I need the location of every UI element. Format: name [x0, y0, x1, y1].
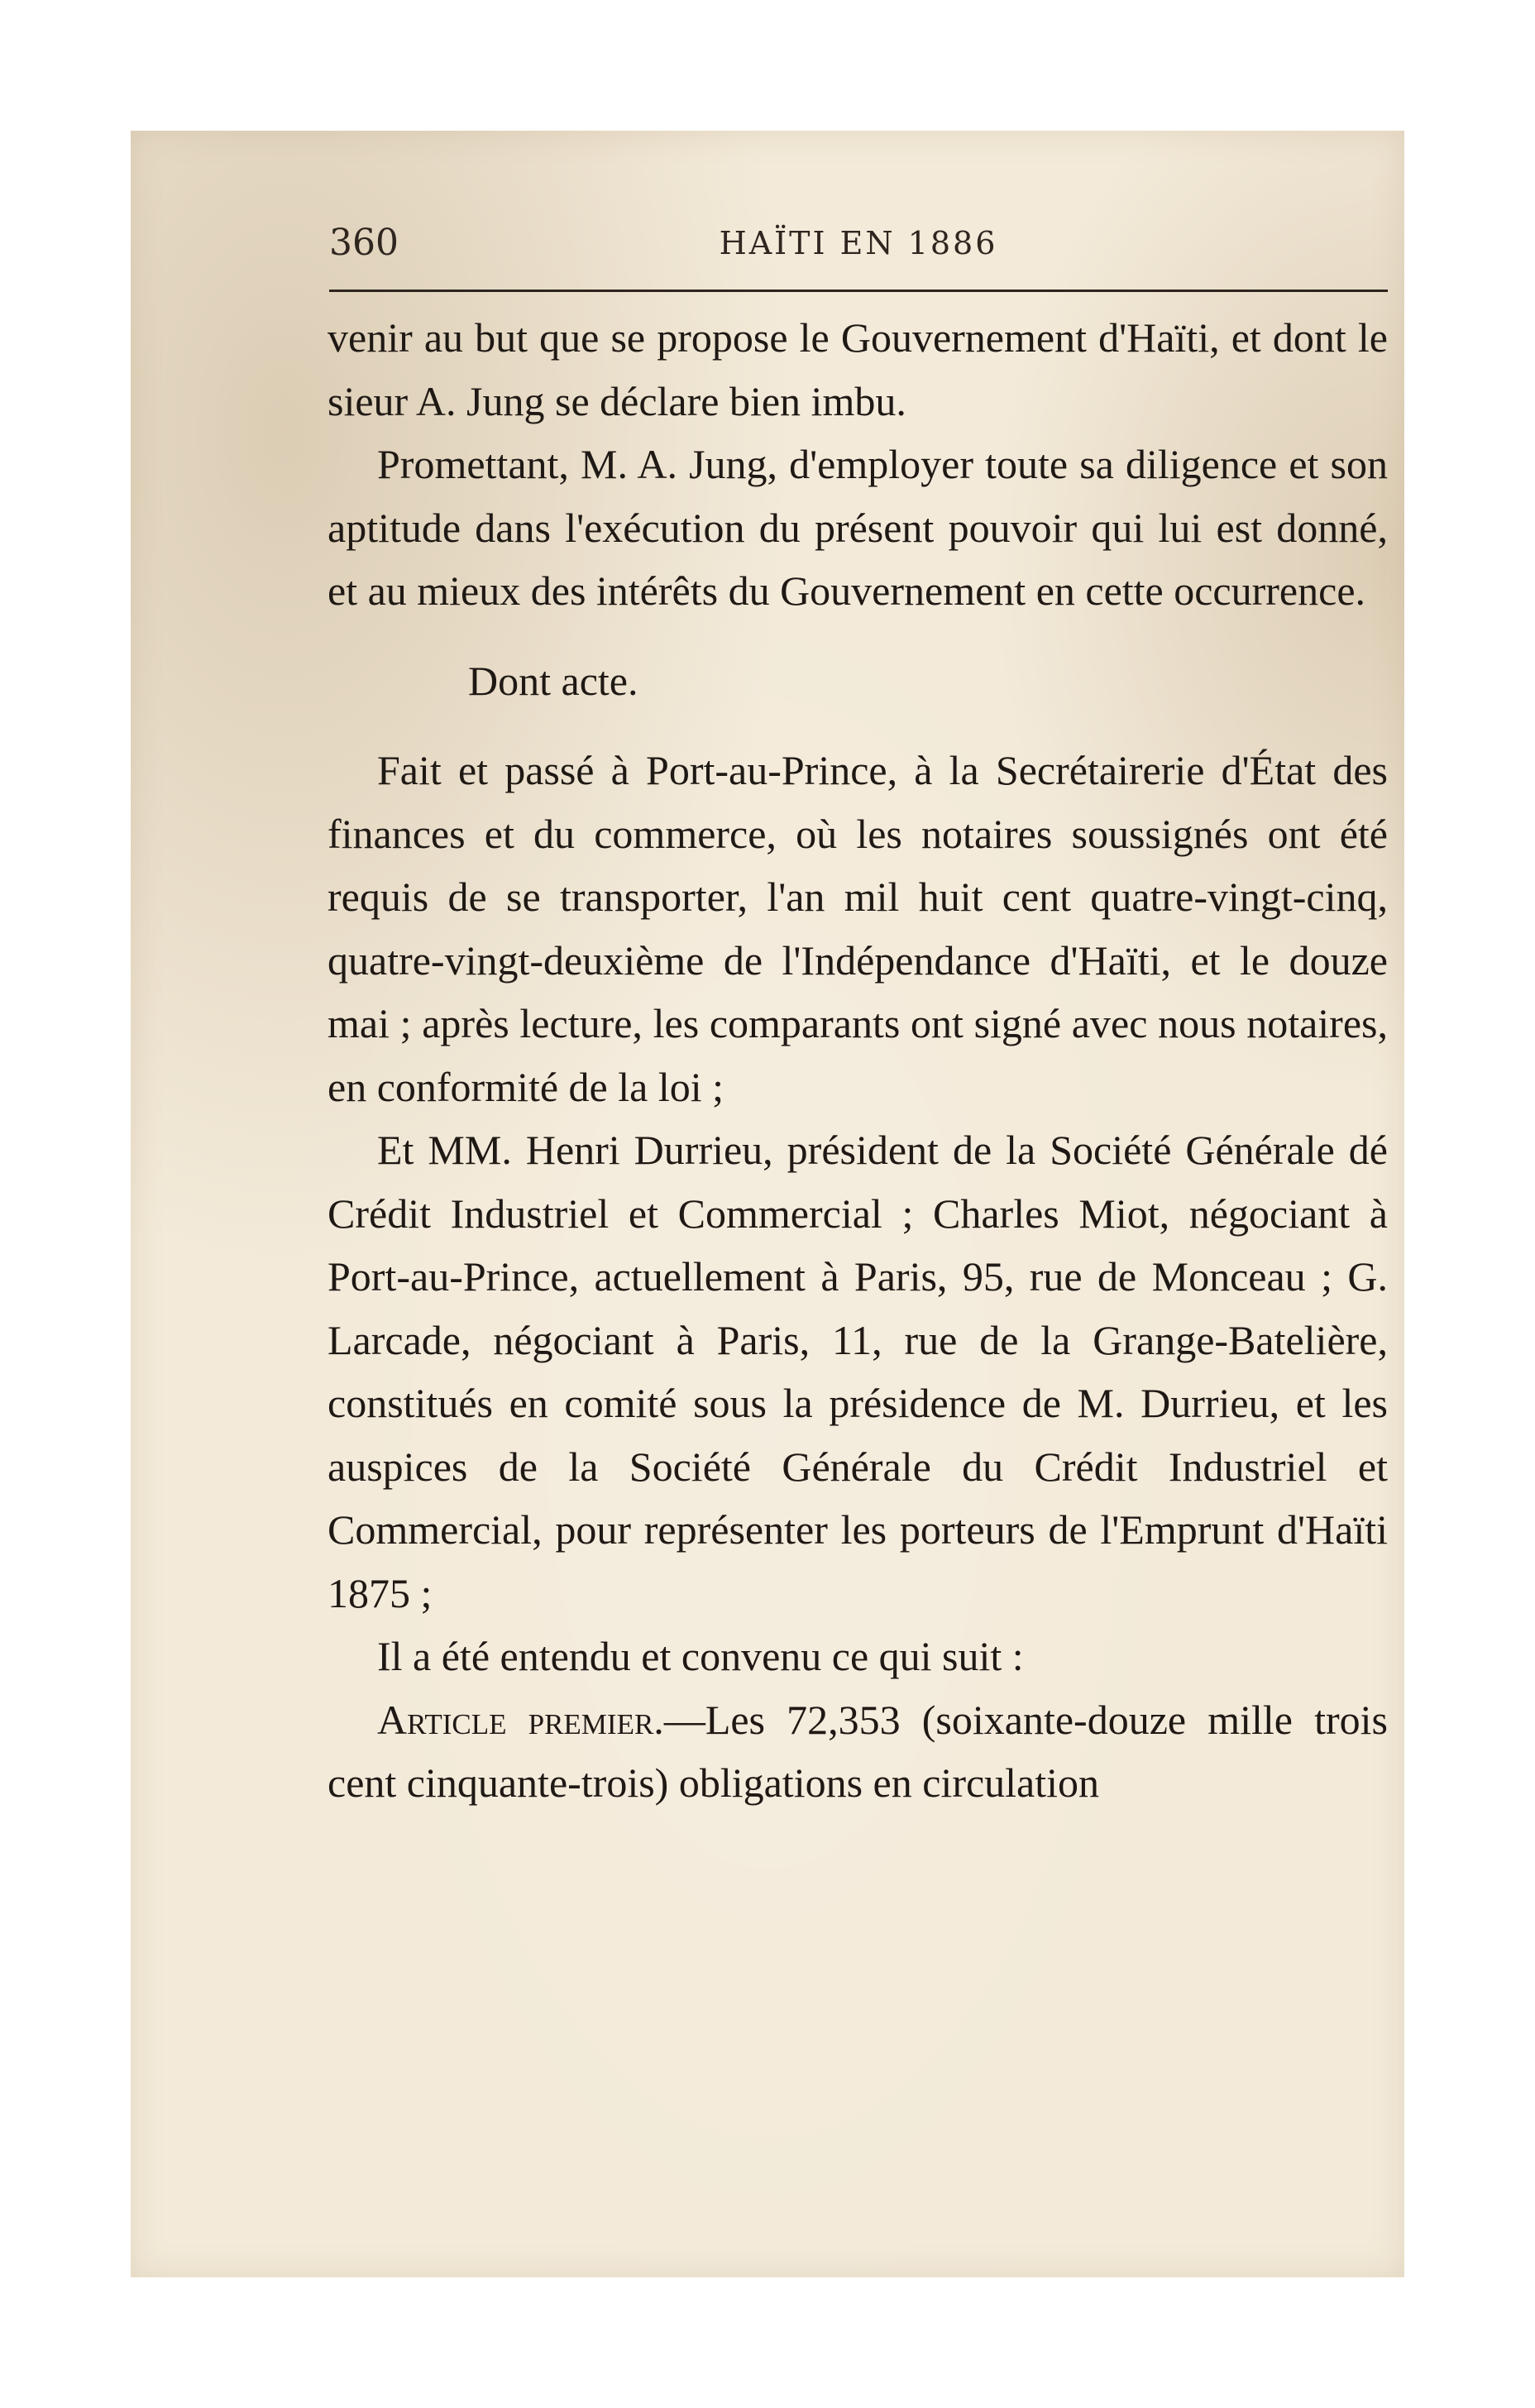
header-rule — [329, 290, 1388, 292]
paragraph-promettant: Promettant, M. A. Jung, d'employer toute sa diligence et son aptitude dans l'exécution du présent pouvoir qui lui est donné, et au mieux des intérêts du Gouvernement en cette occurrence. — [328, 441, 1388, 614]
paragraph-article-premier — [328, 1688, 1388, 1815]
paragraph-il-a-ete: Il a été entendu et convenu ce qui suit : — [377, 1633, 1024, 1679]
paragraph-fait-et-passe: Fait et passé à Port-au-Prince, à la Secrétairerie d'État des finances et du commerce, où les notaires soussignés ont été requis de se transporter, l'an mil huit cent quatre-vingt-cinq, quatre-vingt-deuxième de l'Indépendance d'Haïti, et le douze mai ; après lecture, les comparants ont signé avec nous notaires, en conformité de la loi ; — [328, 747, 1388, 1110]
body-text — [328, 306, 1388, 1815]
article-text: —Les 72,353 (soixante-douze mille trois cent cinquante-trois) obligations en circulation — [328, 1696, 1388, 1806]
paragraph-et-mm: Et MM. Henri Durrieu, président de la Société Générale dé Crédit Industriel et Commercial ; Charles Miot, négociant à Port-au-Prince, actuellement à Paris, 95, rue de Monceau ; G. Larcade, négociant à Paris, 11, rue de la Grange-Batelière, constitués en comité sous la présidence de M. Durrieu, et les auspices de la Société Générale du Crédit Industriel et Commercial, pour représenter les porteurs de l'Emprunt d'Haïti 1875 ; — [328, 1127, 1388, 1616]
running-head: HAÏTI EN 1886 — [719, 225, 998, 261]
book-page — [131, 131, 1404, 2277]
paragraph-dont-acte: Dont acte. — [468, 657, 638, 704]
article-label: Article premier. — [377, 1696, 664, 1743]
page-number: 360 — [329, 222, 399, 264]
page-header — [329, 213, 1388, 280]
paragraph-continuation: venir au but que se propose le Gouvernement d'Haïti, et dont le sieur A. Jung se déclare bien imbu. — [328, 314, 1388, 424]
